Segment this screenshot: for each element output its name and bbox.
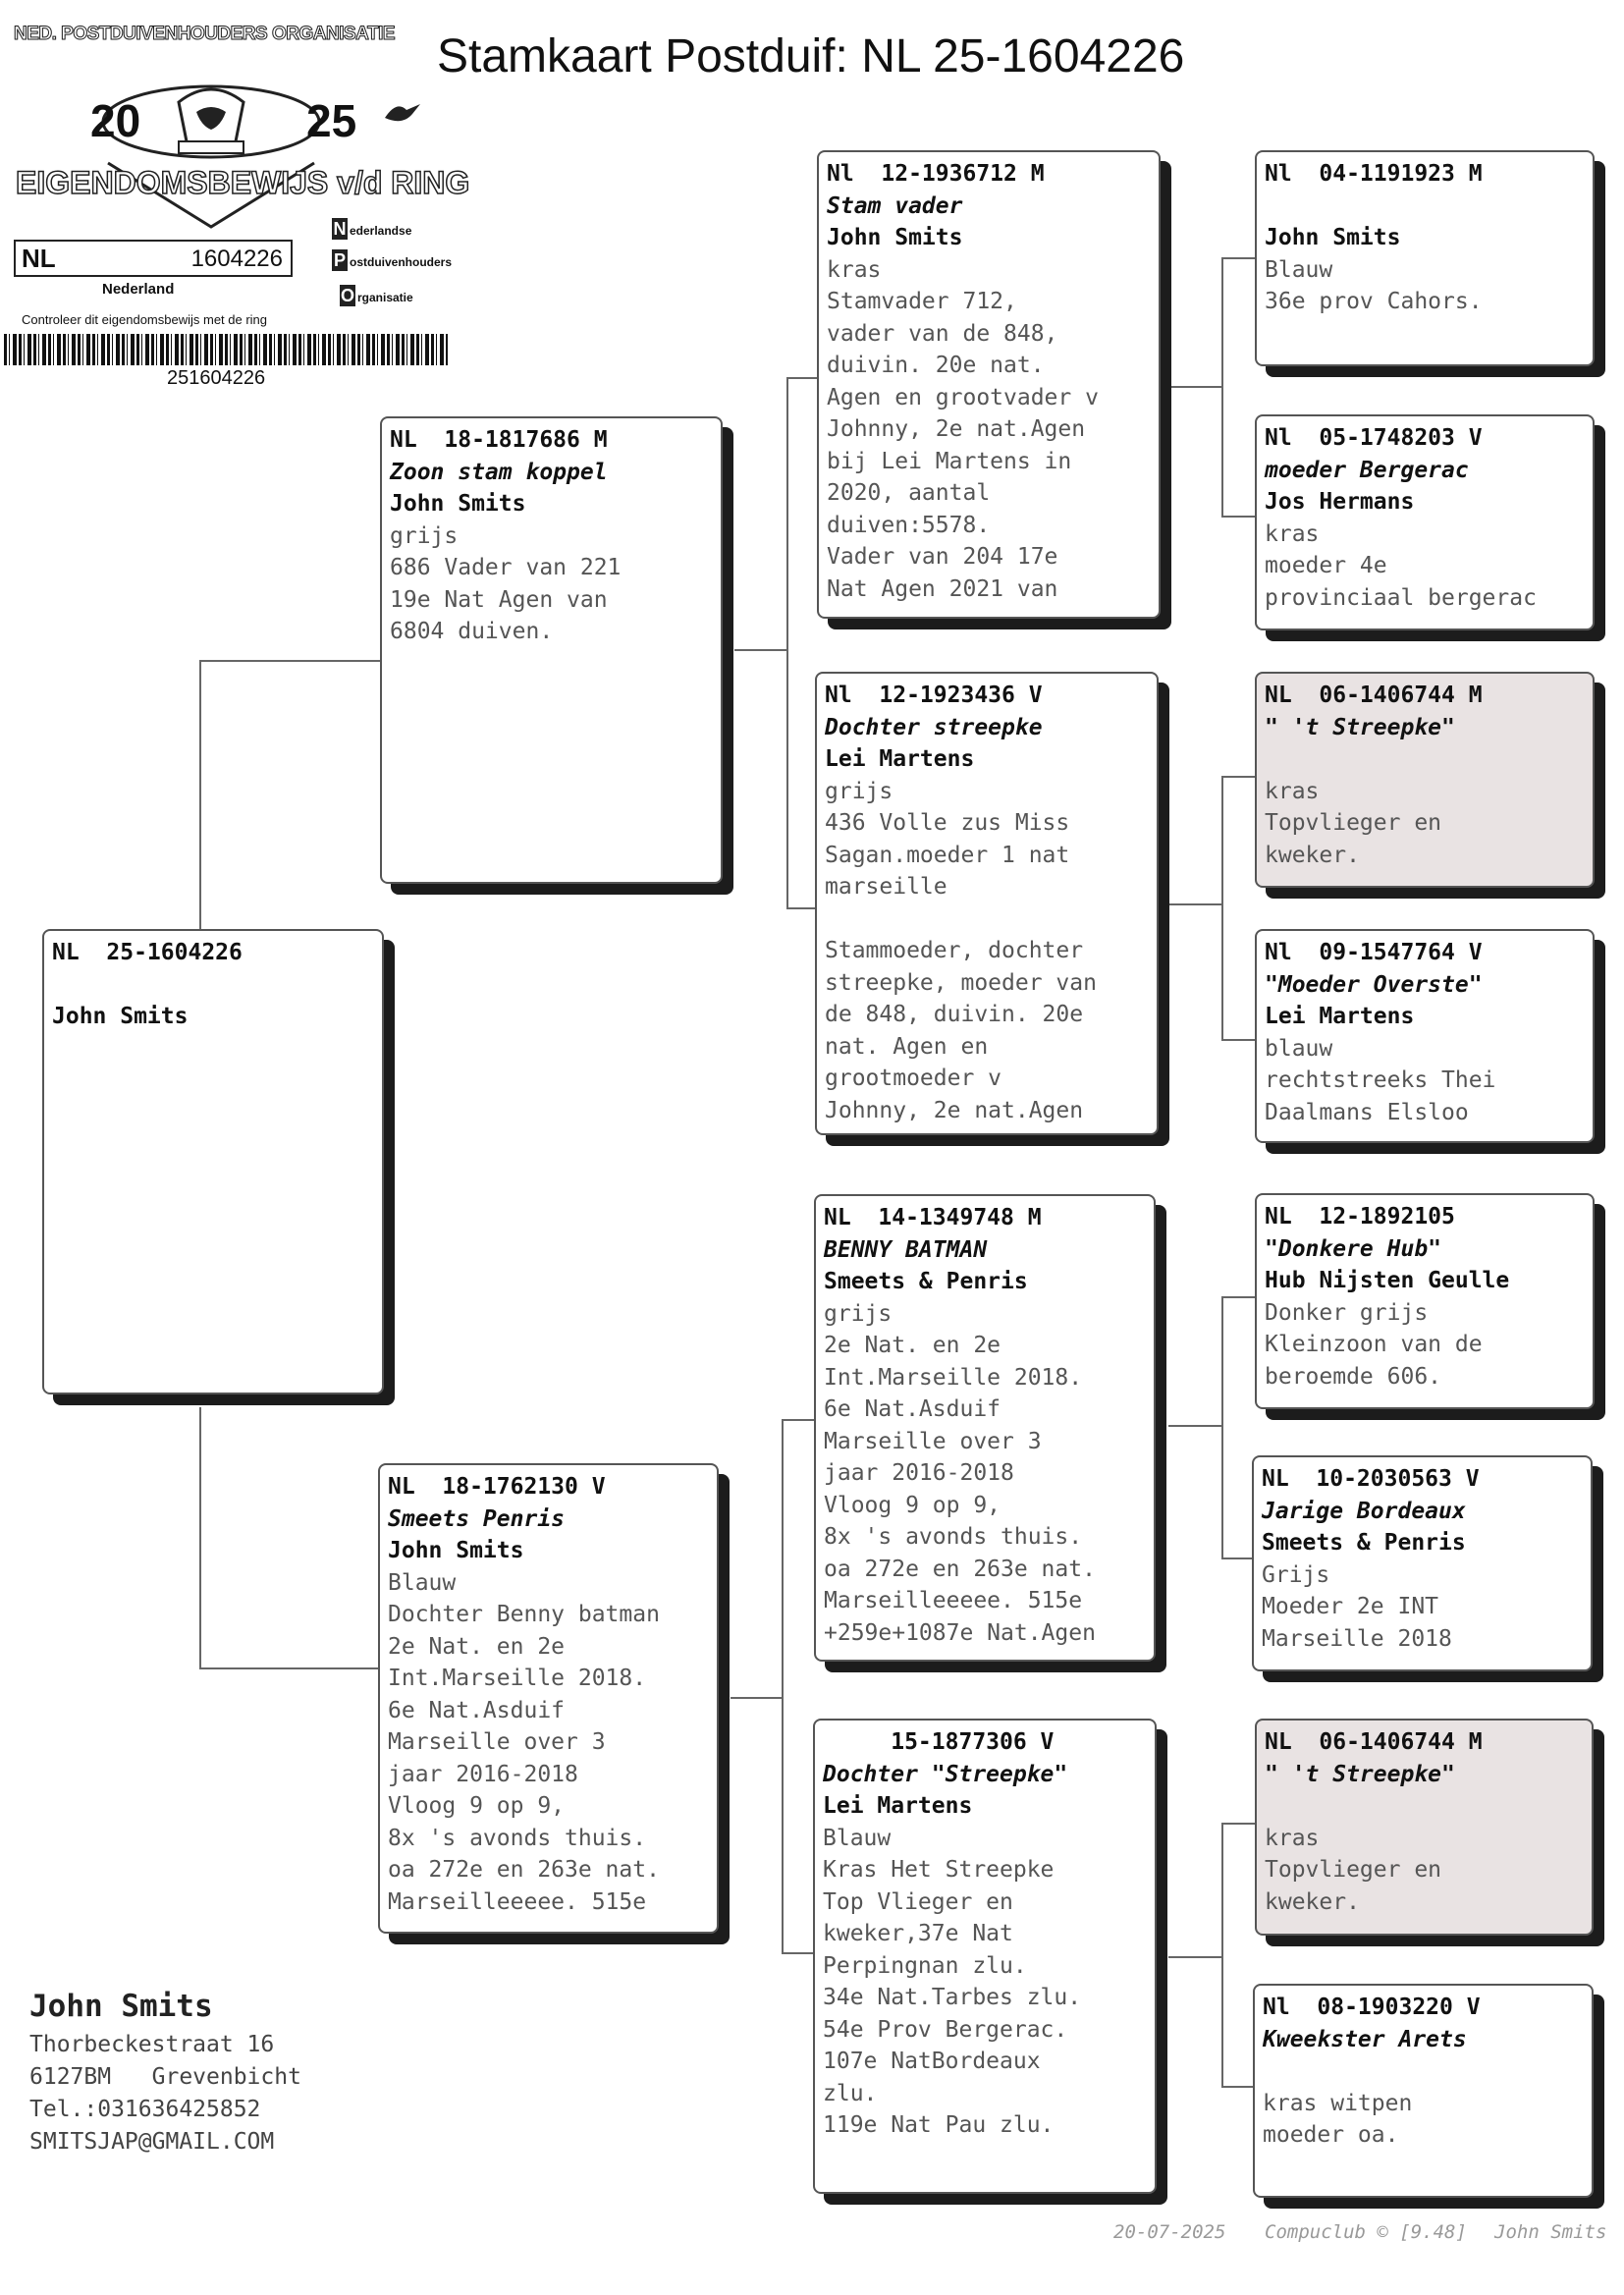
pigeon-card-gg6 bbox=[1252, 1455, 1593, 1671]
pigeon-description-line: Vloog 9 op 9, bbox=[824, 1492, 1001, 1518]
connector bbox=[1168, 386, 1223, 388]
pigeon-color: kras bbox=[1265, 520, 1320, 547]
ring-number: NL 25-1604226 bbox=[52, 940, 243, 965]
pigeon-color: blauw bbox=[1265, 1035, 1333, 1062]
pigeon-card-dam-sire bbox=[814, 1194, 1156, 1662]
pigeon-description-line: kweker. bbox=[1265, 842, 1360, 868]
pigeon-description-line: rechtstreeks Thei bbox=[1265, 1067, 1496, 1093]
pigeon-description-line: zlu. bbox=[823, 2080, 878, 2106]
pigeon-color: Blauw bbox=[1265, 256, 1333, 283]
ring-number: NL 18-1762130 V bbox=[388, 1474, 606, 1500]
pigeon-card-gg4 bbox=[1255, 929, 1595, 1143]
pigeon-description-line: duivin. 20e nat. bbox=[827, 353, 1045, 378]
pigeon-name: Stam vader bbox=[827, 192, 963, 219]
pigeon-card-sire bbox=[380, 416, 723, 884]
certificate-banner: EIGENDOMSBEWIJS v/d RING bbox=[16, 165, 470, 200]
connector bbox=[199, 660, 201, 933]
pigeon-color: kras bbox=[1265, 778, 1320, 804]
pigeon-description-line: Top Vlieger en bbox=[823, 1888, 1013, 1915]
pigeon-description-line: Kleinzoon van de bbox=[1265, 1332, 1483, 1357]
ring-number: Nl 04-1191923 M bbox=[1265, 161, 1483, 187]
connector bbox=[1168, 1425, 1223, 1427]
pigeon-description-line: de 848, duivin. 20e bbox=[825, 1002, 1084, 1027]
pigeon-owner bbox=[1265, 743, 1585, 776]
pigeon-description-line: 8x 's avonds thuis. bbox=[824, 1524, 1083, 1550]
pigeon-owner: Smeets & Penris bbox=[1262, 1530, 1466, 1556]
ring-number: NL 06-1406744 M bbox=[1265, 1729, 1483, 1755]
certificate-year-left: 20 bbox=[90, 95, 141, 146]
pigeon-color: Blauw bbox=[388, 1569, 457, 1596]
pigeon-description-line: kweker. bbox=[1265, 1888, 1360, 1915]
breeder-street: Thorbeckestraat 16 bbox=[29, 2032, 275, 2057]
pigeon-card-subject bbox=[42, 929, 384, 1394]
pigeon-description-line: provinciaal bergerac bbox=[1265, 584, 1537, 611]
footer-software: Compuclub © [9.48] bbox=[1265, 2221, 1467, 2243]
pigeon-description-line: 2e Nat. en 2e bbox=[388, 1633, 566, 1660]
ring-certificate bbox=[0, 0, 470, 393]
pigeon-description-line: Dochter Benny batman bbox=[388, 1602, 660, 1627]
pigeon-description-line: moeder 4e bbox=[1265, 553, 1387, 578]
ring-number: Nl 08-1903220 V bbox=[1263, 1994, 1481, 2020]
connector bbox=[1168, 903, 1223, 905]
pigeon-description-line: Marseille over 3 bbox=[824, 1428, 1042, 1454]
footer-date: 20-07-2025 bbox=[1113, 2221, 1226, 2243]
breeder-email: SMITSJAP@GMAIL.COM bbox=[29, 2129, 275, 2155]
barcode bbox=[4, 334, 448, 365]
pigeon-card-sire-dam bbox=[815, 672, 1159, 1135]
pigeon-name: Zoon stam koppel bbox=[390, 459, 608, 485]
pigeon-card-sire-sire bbox=[817, 150, 1161, 619]
connector bbox=[1221, 776, 1223, 1041]
pigeon-owner: Hub Nijsten Geulle bbox=[1265, 1268, 1510, 1293]
pigeon-description-line: 436 Volle zus Miss bbox=[825, 810, 1070, 836]
pigeon-owner: John Smits bbox=[827, 225, 963, 250]
pigeon-description-line: duiven:5578. bbox=[827, 512, 991, 538]
pigeon-color: grijs bbox=[824, 1300, 893, 1327]
connector bbox=[1221, 257, 1257, 259]
breeder-address bbox=[29, 1984, 301, 2158]
connector bbox=[1221, 1039, 1257, 1041]
pigeon-description-line: Vader van 204 17e bbox=[827, 544, 1058, 570]
pigeon-description-line: Marseille 2018 bbox=[1262, 1625, 1452, 1652]
certificate-organisation: NED. POSTDUIVENHOUDERS ORGANISATIE bbox=[14, 24, 396, 44]
connector bbox=[786, 377, 788, 907]
pigeon-color: Blauw bbox=[823, 1825, 892, 1851]
side-p: P ostduivenhouders bbox=[333, 250, 453, 270]
pigeon-description-line: 36e prov Cahors. bbox=[1265, 289, 1483, 314]
pigeon-name: " 't Streepke" bbox=[1265, 1761, 1455, 1787]
pigeon-description-line: Int.Marseille 2018. bbox=[388, 1666, 647, 1691]
pigeon-description-line: Stamvader 712, bbox=[827, 289, 1017, 314]
connector bbox=[734, 649, 788, 651]
footer-owner: John Smits bbox=[1494, 2221, 1607, 2243]
pigeon-card-dam bbox=[378, 1463, 719, 1934]
pigeon-name: Dochter "Streepke" bbox=[823, 1761, 1068, 1787]
connector bbox=[1221, 257, 1223, 517]
connector bbox=[1221, 1823, 1223, 2088]
connector bbox=[1221, 1823, 1257, 1825]
ring-number: NL 18-1817686 M bbox=[390, 427, 608, 453]
connector bbox=[1168, 1956, 1223, 1958]
pigeon-description-line: 6e Nat.Asduif bbox=[824, 1396, 1001, 1422]
pigeon-card-gg5 bbox=[1255, 1193, 1595, 1409]
page-title: Stamkaart Postduif: NL 25-1604226 bbox=[437, 30, 1185, 82]
connector bbox=[782, 1952, 817, 1954]
pigeon-owner: Smeets & Penris bbox=[824, 1269, 1028, 1294]
pigeon-description-line: oa 272e en 263e nat. bbox=[824, 1556, 1096, 1582]
pigeon-description-line: Vloog 9 op 9, bbox=[388, 1793, 566, 1819]
side-n-text: ederlandse bbox=[350, 224, 412, 238]
pigeon-description-line: 686 Vader van 221 bbox=[390, 555, 622, 580]
pigeon-description-line: Marseilleeeee. 515e bbox=[388, 1888, 647, 1915]
pigeon-description-line: 8x 's avonds thuis. bbox=[388, 1825, 647, 1851]
connector bbox=[1221, 1296, 1257, 1298]
pigeon-description-line: 2020, aantal bbox=[827, 480, 991, 506]
pigeon-description-line: Kras Het Streepke bbox=[823, 1857, 1055, 1883]
pigeon-description-line: Topvlieger en bbox=[1265, 1857, 1442, 1883]
side-p-text: ostduivenhouders bbox=[350, 255, 453, 269]
connector bbox=[731, 1697, 784, 1699]
ring-number: NL 12-1892105 bbox=[1265, 1204, 1455, 1229]
pigeon-description-line: 107e NatBordeaux bbox=[823, 2049, 1041, 2074]
pigeon-owner bbox=[1265, 1790, 1584, 1823]
pigeon-color: grijs bbox=[390, 522, 459, 549]
pigeon-color: grijs bbox=[825, 778, 893, 804]
ring-number: Nl 09-1547764 V bbox=[1265, 940, 1483, 965]
pigeon-description-line: grootmoeder v bbox=[825, 1066, 1002, 1091]
pigeon-description-line: beroemde 606. bbox=[1265, 1363, 1442, 1390]
pigeon-description-line: Marseille over 3 bbox=[388, 1729, 606, 1755]
pigeon-description-line: Perpingnan zlu. bbox=[823, 1952, 1027, 1979]
pigeon-owner: John Smits bbox=[390, 491, 526, 517]
pigeon-description-line: 2e Nat. en 2e bbox=[824, 1333, 1001, 1358]
pigeon-color: kras bbox=[1265, 1825, 1320, 1851]
ring-number: NL 10-2030563 V bbox=[1262, 1466, 1480, 1492]
pigeon-name: moeder Bergerac bbox=[1265, 457, 1469, 483]
connector bbox=[786, 377, 818, 379]
breeder-city: 6127BM Grevenbicht bbox=[29, 2064, 301, 2090]
pigeon-color: Grijs bbox=[1262, 1561, 1330, 1588]
connector bbox=[1221, 516, 1257, 518]
pigeon-name: Kweekster Arets bbox=[1263, 2026, 1467, 2052]
pigeon-name: "Moeder Overste" bbox=[1265, 971, 1483, 998]
pigeon-description-line: Johnny, 2e nat.Agen bbox=[827, 416, 1086, 442]
pigeon-description-line: kweker,37e Nat bbox=[823, 1921, 1013, 1946]
pigeon-card-gg1 bbox=[1255, 150, 1595, 366]
pigeon-owner: John Smits bbox=[388, 1538, 524, 1563]
pigeon-owner: John Smits bbox=[1265, 225, 1401, 250]
pigeon-description-line: moeder oa. bbox=[1263, 2122, 1399, 2148]
pigeon-description-line: Moeder 2e INT bbox=[1262, 1594, 1439, 1619]
pigeon-description-line: marseille bbox=[825, 874, 947, 900]
pigeon-description-line bbox=[825, 903, 1149, 936]
country-name: Nederland bbox=[102, 281, 175, 298]
pigeon-description-line: 54e Prov Bergerac. bbox=[823, 2016, 1068, 2043]
pigeon-description-line: jaar 2016-2018 bbox=[388, 1761, 578, 1787]
ring-number: 1604226 bbox=[190, 246, 283, 272]
pigeon-description-line: bij Lei Martens in bbox=[827, 448, 1072, 474]
pigeon-owner: Lei Martens bbox=[1265, 1004, 1415, 1029]
pigeon-owner bbox=[1263, 2055, 1584, 2088]
pigeon-description-line: Topvlieger en bbox=[1265, 810, 1442, 836]
pigeon-description-line: 34e Nat.Tarbes zlu. bbox=[823, 1985, 1082, 2010]
ring-number: NL 06-1406744 M bbox=[1265, 683, 1483, 708]
pigeon-description-line: 119e Nat Pau zlu. bbox=[823, 2112, 1055, 2138]
pigeon-card-gg7 bbox=[1255, 1719, 1594, 1936]
pigeon-description-line: jaar 2016-2018 bbox=[824, 1460, 1014, 1486]
control-text: Controleer dit eigendomsbewijs met de ring bbox=[22, 312, 268, 327]
ring-number-box bbox=[14, 240, 293, 277]
ring-number: 15-1877306 V bbox=[823, 1729, 1055, 1755]
side-o: O rganisatie bbox=[340, 286, 413, 305]
pigeon-color: kras witpen bbox=[1263, 2090, 1413, 2116]
side-o-text: rganisatie bbox=[357, 291, 413, 304]
connector bbox=[199, 1667, 382, 1669]
pigeon-name: Jarige Bordeaux bbox=[1262, 1498, 1466, 1524]
pigeon-name bbox=[1265, 191, 1585, 223]
pigeon-owner: Lei Martens bbox=[825, 746, 975, 772]
ring-number: NL 14-1349748 M bbox=[824, 1205, 1042, 1230]
pigeon-description-line: Sagan.moeder 1 nat bbox=[825, 842, 1070, 868]
breeder-name: John Smits bbox=[29, 1989, 213, 2024]
connector bbox=[199, 1407, 201, 1667]
pigeon-icon bbox=[383, 98, 422, 128]
pigeon-description-line: 6804 duiven. bbox=[390, 619, 554, 644]
connector bbox=[1221, 1296, 1223, 1559]
connector bbox=[1221, 2086, 1257, 2088]
connector bbox=[782, 1419, 817, 1421]
pigeon-card-dam-dam bbox=[813, 1719, 1157, 2194]
pigeon-description-line: Marseilleeeee. 515e bbox=[824, 1588, 1083, 1613]
connector bbox=[199, 660, 382, 662]
certificate-year-right: 25 bbox=[306, 95, 357, 146]
pigeon-description-line: Daalmans Elsloo bbox=[1265, 1099, 1469, 1125]
pigeon-description-line: Nat Agen 2021 van bbox=[827, 575, 1058, 602]
pigeon-name: Dochter streepke bbox=[825, 714, 1043, 740]
pigeon-name: " 't Streepke" bbox=[1265, 714, 1455, 740]
barcode-number: 251604226 bbox=[167, 367, 266, 389]
connector bbox=[782, 1419, 784, 1954]
pigeon-description-line: Johnny, 2e nat.Agen bbox=[825, 1097, 1084, 1123]
pigeon-color: kras bbox=[827, 256, 882, 283]
pigeon-description-line: Int.Marseille 2018. bbox=[824, 1364, 1083, 1391]
breeder-phone: Tel.:031636425852 bbox=[29, 2097, 261, 2122]
pigeon-description-line: +259e+1087e Nat.Agen bbox=[824, 1619, 1096, 1646]
pigeon-description-line: streepke, moeder van bbox=[825, 969, 1097, 996]
pigeon-card-gg8 bbox=[1253, 1984, 1594, 2198]
pigeon-description-line: Stammoeder, dochter bbox=[825, 938, 1084, 963]
ring-number: Nl 12-1923436 V bbox=[825, 683, 1043, 708]
pigeon-card-gg2 bbox=[1255, 414, 1595, 630]
pigeon-owner: Lei Martens bbox=[823, 1793, 973, 1819]
pigeon-name bbox=[52, 969, 374, 1002]
side-n: N ederlandse bbox=[333, 219, 412, 239]
pigeon-description-line: vader van de 848, bbox=[827, 320, 1058, 347]
pigeon-name: Smeets Penris bbox=[388, 1505, 566, 1532]
pigeon-description-line: 6e Nat.Asduif bbox=[388, 1697, 566, 1723]
connector bbox=[786, 907, 818, 909]
pigeon-color: Donker grijs bbox=[1265, 1299, 1429, 1326]
pigeon-owner: John Smits bbox=[52, 1004, 189, 1029]
pigeon-name: BENNY BATMAN bbox=[824, 1236, 988, 1263]
ring-number: Nl 12-1936712 M bbox=[827, 161, 1045, 187]
country-code: NL bbox=[22, 244, 56, 273]
pigeon-description-line: oa 272e en 263e nat. bbox=[388, 1857, 660, 1883]
pigeon-description-line: 19e Nat Agen van bbox=[390, 586, 608, 613]
pigeon-name: "Donkere Hub" bbox=[1265, 1235, 1442, 1262]
pigeon-card-gg3 bbox=[1255, 672, 1595, 888]
pigeon-description-line: nat. Agen en bbox=[825, 1033, 989, 1060]
connector bbox=[1221, 776, 1257, 778]
pigeon-description-line: Agen en grootvader v bbox=[827, 384, 1099, 410]
ring-number: Nl 05-1748203 V bbox=[1265, 425, 1483, 451]
coat-of-arms-icon bbox=[69, 55, 353, 242]
pigeon-owner: Jos Hermans bbox=[1265, 489, 1415, 515]
